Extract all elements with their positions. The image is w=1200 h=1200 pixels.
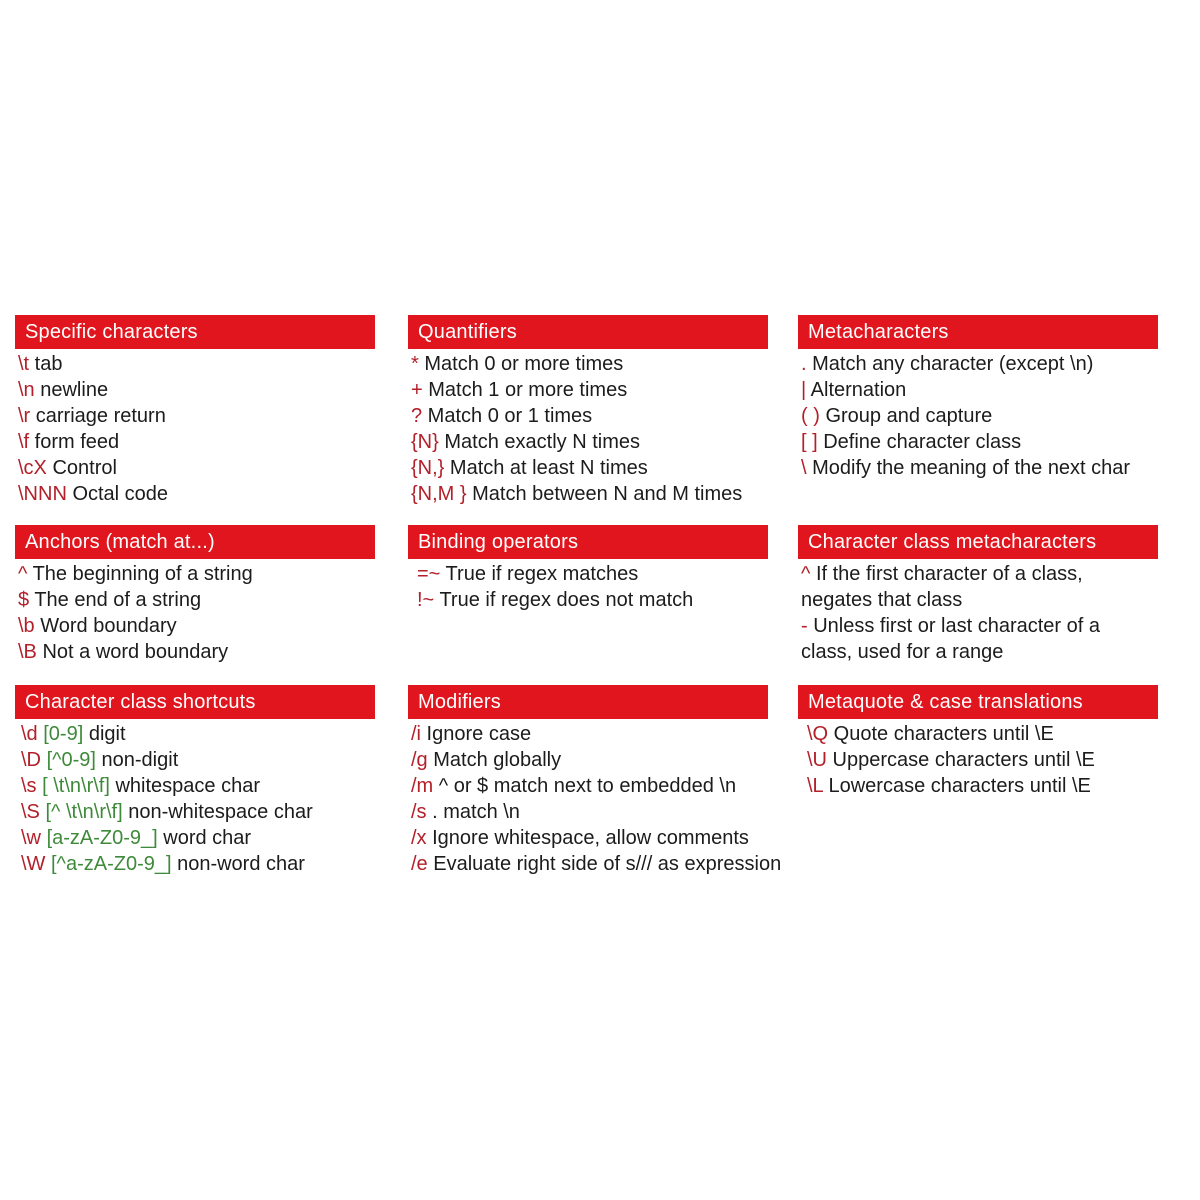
section-body	[15, 559, 375, 665]
regex-token: \NNN	[18, 483, 67, 505]
description: negates that class	[801, 589, 963, 611]
description: If the first character of a class,	[810, 563, 1083, 585]
regex-token: \d	[21, 723, 38, 745]
list-item	[408, 403, 768, 429]
description: Quote characters until \E	[828, 723, 1054, 745]
section-body	[408, 559, 768, 613]
description: digit	[83, 723, 126, 745]
description: Control	[46, 457, 117, 479]
description: Group and capture	[819, 405, 993, 427]
regex-token: /m	[411, 775, 434, 797]
description: Octal code	[66, 483, 169, 505]
char-class: [^a-zA-Z0-9_]	[51, 853, 172, 875]
list-item	[18, 721, 375, 747]
description: Match globally	[427, 749, 562, 771]
char-class: [0-9]	[43, 723, 84, 745]
regex-token: {N,M }	[411, 483, 467, 505]
list-item	[15, 403, 375, 429]
section-metaquote	[798, 685, 1158, 799]
list-item	[18, 799, 375, 825]
section-header: Metaquote & case translations	[798, 685, 1158, 719]
list-item	[15, 613, 375, 639]
section-metacharacters	[798, 315, 1158, 481]
section-header: Binding operators	[408, 525, 768, 559]
section-header: Modifiers	[408, 685, 768, 719]
list-item	[414, 561, 768, 587]
section-char-class-shortcuts	[15, 685, 375, 877]
regex-token: {N,}	[411, 457, 445, 479]
description: Match between N and M times	[466, 483, 743, 505]
description: The end of a string	[29, 589, 202, 611]
list-item	[798, 429, 1158, 455]
char-class: [ \t\n\r\f]	[42, 775, 110, 797]
list-item	[798, 639, 1158, 665]
description: non-word char	[171, 853, 305, 875]
section-header: Specific characters	[15, 315, 375, 349]
regex-token: +	[411, 379, 423, 401]
section-specific-characters	[15, 315, 375, 507]
list-item	[804, 721, 1158, 747]
list-item	[798, 561, 1158, 587]
list-item	[15, 429, 375, 455]
regex-token: *	[411, 353, 419, 375]
list-item	[408, 773, 768, 799]
regex-token: ?	[411, 405, 423, 427]
description: form feed	[29, 431, 120, 453]
regex-token: ^	[801, 563, 811, 585]
section-header: Metacharacters	[798, 315, 1158, 349]
description: non-whitespace char	[122, 801, 313, 823]
list-item	[408, 481, 768, 507]
regex-token: .	[801, 353, 807, 375]
description: True if regex matches	[440, 563, 639, 585]
char-class: [^ \t\n\r\f]	[45, 801, 123, 823]
regex-token: \U	[807, 749, 827, 771]
description: Match at least N times	[444, 457, 648, 479]
list-item	[15, 639, 375, 665]
description: newline	[34, 379, 109, 401]
regex-token: \B	[18, 641, 37, 663]
list-item	[18, 747, 375, 773]
description: Define character class	[817, 431, 1022, 453]
list-item	[15, 561, 375, 587]
description: word char	[157, 827, 252, 849]
regex-token: $	[18, 589, 30, 611]
section-char-class-metacharacters	[798, 525, 1158, 665]
regex-token: \f	[18, 431, 30, 453]
regex-token: /x	[411, 827, 427, 849]
regex-token: ( )	[801, 405, 820, 427]
section-header: Character class metacharacters	[798, 525, 1158, 559]
regex-token: \D	[21, 749, 41, 771]
regex-token: \L	[807, 775, 823, 797]
regex-token: !~	[417, 589, 435, 611]
list-item	[18, 825, 375, 851]
regex-token: \s	[21, 775, 37, 797]
list-item	[804, 773, 1158, 799]
section-body	[798, 349, 1158, 481]
section-modifiers	[408, 685, 782, 877]
list-item	[408, 351, 768, 377]
list-item	[408, 799, 768, 825]
regex-token: \w	[21, 827, 41, 849]
section-binding-operators	[408, 525, 768, 613]
description: class, used for a range	[801, 641, 1004, 663]
description: Uppercase characters until \E	[827, 749, 1095, 771]
section-body	[798, 719, 1158, 799]
list-item	[15, 351, 375, 377]
section-quantifiers	[408, 315, 768, 507]
regex-token: |	[801, 379, 807, 401]
description: Alternation	[806, 379, 907, 401]
list-item	[798, 377, 1158, 403]
regex-token: {N}	[411, 431, 439, 453]
list-item	[18, 773, 375, 799]
description: ^ or $ match next to embedded \n	[433, 775, 737, 797]
description: Match 0 or 1 times	[422, 405, 593, 427]
list-item	[408, 721, 768, 747]
regex-token: ^	[18, 563, 28, 585]
description: . match \n	[426, 801, 520, 823]
description: Word boundary	[34, 615, 177, 637]
list-item	[408, 429, 768, 455]
section-body	[798, 559, 1158, 665]
description: Match 0 or more times	[418, 353, 624, 375]
description: whitespace char	[109, 775, 260, 797]
section-body	[15, 719, 375, 877]
regex-token: -	[801, 615, 808, 637]
description: Not a word boundary	[36, 641, 229, 663]
description: non-digit	[95, 749, 179, 771]
list-item	[408, 851, 782, 877]
section-header: Anchors (match at...)	[15, 525, 375, 559]
list-item	[408, 377, 768, 403]
list-item	[798, 351, 1158, 377]
description: Match 1 or more times	[422, 379, 628, 401]
regex-token: \W	[21, 853, 46, 875]
regex-token: /i	[411, 723, 421, 745]
regex-token: /g	[411, 749, 428, 771]
description: Modify the meaning of the next char	[806, 457, 1131, 479]
description: tab	[29, 353, 63, 375]
description: Match exactly N times	[438, 431, 640, 453]
regex-token: \	[801, 457, 807, 479]
regex-token: [ ]	[801, 431, 818, 453]
section-header: Character class shortcuts	[15, 685, 375, 719]
description: The beginning of a string	[27, 563, 253, 585]
list-item	[18, 851, 375, 877]
description: Evaluate right side of s/// as expression	[427, 853, 782, 875]
list-item	[798, 403, 1158, 429]
regex-token: \r	[18, 405, 31, 427]
description: Match any character (except \n)	[806, 353, 1094, 375]
list-item	[15, 455, 375, 481]
list-item	[15, 587, 375, 613]
regex-token: \n	[18, 379, 35, 401]
list-item	[408, 747, 768, 773]
section-header: Quantifiers	[408, 315, 768, 349]
regex-token: \S	[21, 801, 40, 823]
description: True if regex does not match	[434, 589, 694, 611]
description: Ignore case	[421, 723, 532, 745]
regex-token: \cX	[18, 457, 47, 479]
regex-token: /s	[411, 801, 427, 823]
regex-token: /e	[411, 853, 428, 875]
description: carriage return	[30, 405, 166, 427]
list-item	[798, 613, 1158, 639]
description: Lowercase characters until \E	[822, 775, 1091, 797]
list-item	[798, 587, 1158, 613]
list-item	[798, 455, 1158, 481]
regex-token: =~	[417, 563, 441, 585]
list-item	[408, 825, 768, 851]
description: Unless first or last character of a	[807, 615, 1100, 637]
section-anchors	[15, 525, 375, 665]
list-item	[15, 481, 375, 507]
list-item	[408, 455, 768, 481]
section-body	[15, 349, 375, 507]
list-item	[804, 747, 1158, 773]
section-body	[408, 349, 768, 507]
section-body	[408, 719, 782, 877]
list-item	[414, 587, 768, 613]
char-class: [^0-9]	[46, 749, 96, 771]
list-item	[15, 377, 375, 403]
char-class: [a-zA-Z0-9_]	[46, 827, 158, 849]
description: Ignore whitespace, allow comments	[426, 827, 749, 849]
regex-token: \b	[18, 615, 35, 637]
regex-token: \t	[18, 353, 30, 375]
regex-token: \Q	[807, 723, 829, 745]
